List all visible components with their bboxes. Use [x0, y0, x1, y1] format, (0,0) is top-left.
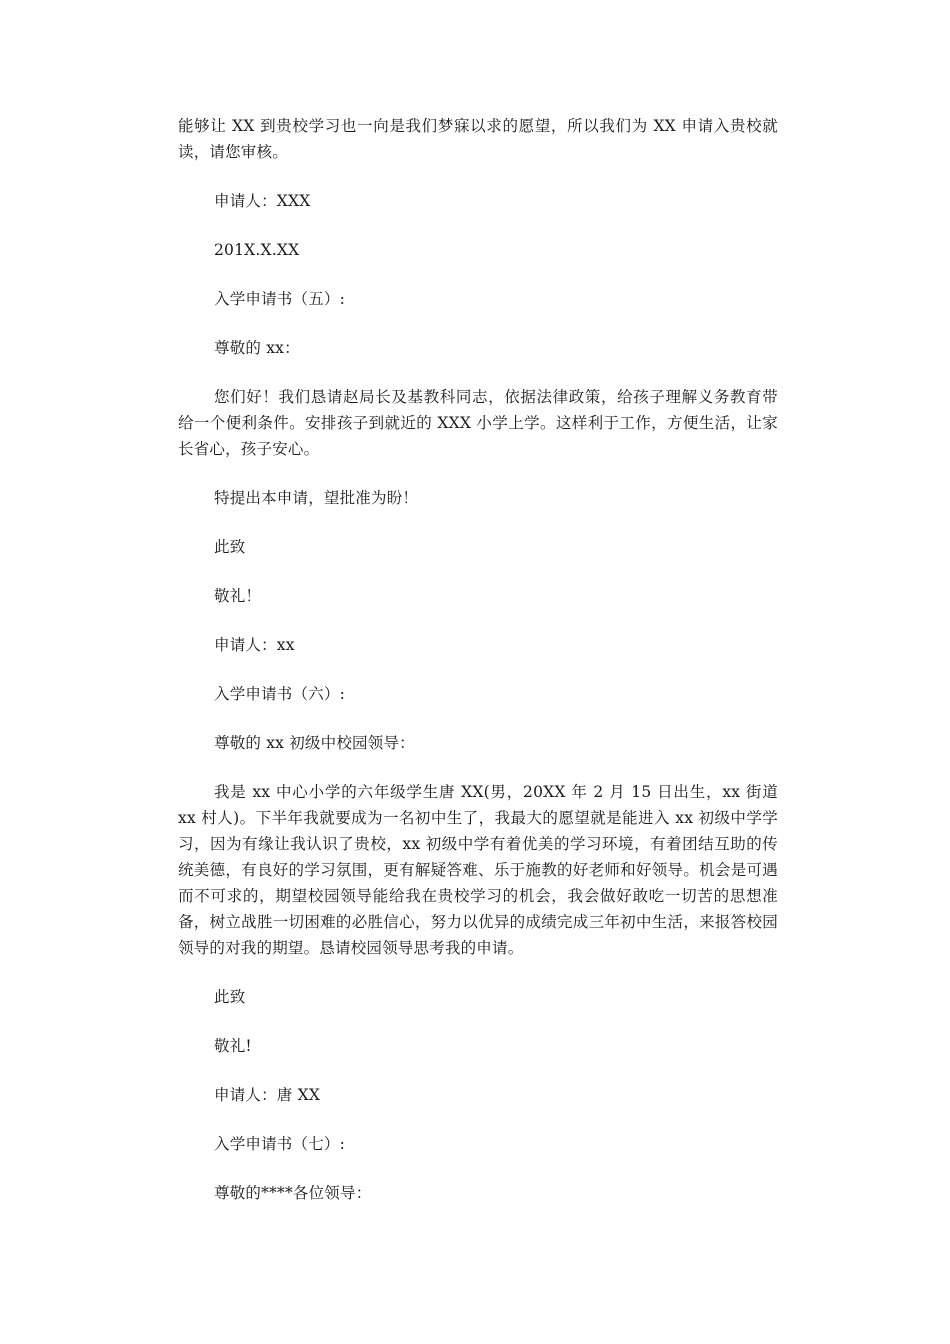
paragraph-body: 您们好！我们恳请赵局长及基教科同志，依据法律政策，给孩子理解义务教育带给一个便利条件。安排孩子到就近的 XXX 小学上学。这样利于工作，方便生活，让家长省心，孩子安心。	[178, 388, 778, 458]
applicant-signature: 申请人：XXX	[214, 192, 311, 210]
section-heading-seven: 入学申请书（七）:	[214, 1135, 346, 1153]
applicant-signature: 申请人：唐 XX	[214, 1086, 321, 1104]
section-heading-six: 入学申请书（六）:	[214, 685, 346, 703]
document-body	[178, 113, 778, 1206]
applicant-signature: 申请人：xx	[214, 636, 295, 654]
salutation: 尊敬的 xx：	[214, 339, 300, 357]
salutation: 尊敬的 xx 初级中校园领导：	[214, 734, 415, 752]
closing-cizhi: 此致	[214, 988, 246, 1006]
closing-cizhi: 此致	[214, 538, 246, 556]
closing-jingli: 敬礼！	[214, 587, 262, 605]
paragraph-intro-continued: 能够让 XX 到贵校学习也一向是我们梦寐以求的愿望，所以我们为 XX 申请入贵校就读，请您审核。	[178, 117, 778, 161]
paragraph-body: 我是 xx 中心小学的六年级学生唐 XX(男，20XX 年 2 月 15 日出生，xx 街道 xx 村人)。下半年我就要成为一名初中生了，我最大的愿望就是能进入 xx 初级中学学习，因为有缘让我认识了贵校，xx 初级中学有着优美的学习环境，有着团结互助的传统美德，有良好的学习氛围，更有解疑答难、乐于施教的好老师和好领导。机会是可遇而不可求的，期望校园领导能给我在贵校学习的机会，我会做好敢吃一切苦的思想准备，树立战胜一切困难的必胜信心，努力以优异的成绩完成三年初中生活，来报答校园领导的对我的期望。恳请校园领导思考我的申请。	[178, 783, 778, 957]
salutation: 尊敬的****各位领导：	[214, 1184, 372, 1202]
date-line: 201X.X.XX	[214, 241, 300, 259]
paragraph-request: 特提出本申请，望批准为盼！	[214, 489, 419, 507]
closing-jingli: 敬礼!	[214, 1037, 252, 1055]
section-heading-five: 入学申请书（五）:	[214, 290, 346, 308]
